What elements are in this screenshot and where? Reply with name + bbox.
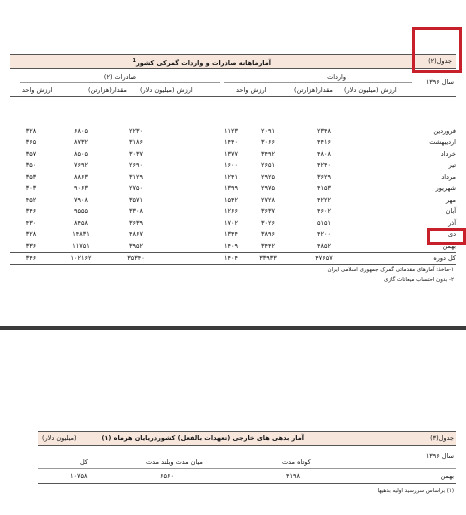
- highlight-box-bahman: [427, 228, 466, 245]
- cell-imp-unit: ۱۲۴۱: [224, 172, 238, 181]
- spacer-cell: [162, 194, 224, 206]
- highlight-box-tag: [412, 27, 462, 73]
- row-month: آبان: [445, 207, 456, 216]
- cell-imp-qty: ۳۸۹۶: [261, 230, 275, 239]
- spacer-cell: [350, 194, 412, 206]
- table2-tag: جدول(۳): [430, 434, 454, 442]
- cell-exp-unit: ۳۵۷: [25, 149, 37, 158]
- cell-exp-unit: ۴۳۰: [25, 218, 37, 227]
- cell-imp-value: ۳۶۲۹: [317, 172, 331, 181]
- cell-exp-value: ۳۵۳۴۰: [110, 252, 162, 265]
- table-row: [10, 240, 456, 252]
- table2-col-long: میان مدت وبلند مدت: [146, 458, 203, 466]
- cell-exp-unit: ۳۵۳: [25, 172, 37, 181]
- cell-imp-qty: ۲۶۵۱: [261, 161, 275, 170]
- spacer-cell: [162, 240, 224, 252]
- cell-imp-qty: ۲۰۹۱: [261, 126, 275, 135]
- cell-exp-value: ۲۲۳۰: [129, 126, 143, 135]
- cell-exp-value: ۳۳۰۸: [129, 207, 143, 216]
- row-month: مرداد: [441, 172, 456, 181]
- cell-exp-unit: ۳۲۸: [25, 230, 37, 239]
- total-row: [10, 252, 456, 265]
- cell-exp-qty: ۹۵۵۵: [74, 207, 88, 216]
- cell-imp-value: ۴۸۰۸: [317, 149, 331, 158]
- cell-imp-qty: ۳۰۲۶: [261, 218, 275, 227]
- table2-row-month: بهمن: [440, 472, 454, 480]
- spacer-cell: [162, 171, 224, 183]
- cell-exp-qty: ۹۰۶۳: [74, 184, 88, 193]
- table-row: [10, 148, 456, 160]
- table-row: [10, 194, 456, 206]
- table-row: [10, 171, 456, 183]
- row-month: تیر: [448, 161, 456, 170]
- spacer-cell: [162, 206, 224, 218]
- cell-imp-unit: ۱۵۴۲: [224, 195, 238, 204]
- cell-exp-unit: ۳۳۶: [25, 241, 37, 250]
- table-row: [10, 183, 456, 195]
- cell-exp-qty: ۶۸۰۵: [74, 126, 88, 135]
- table2-row-long: ۶۵۶۰: [160, 472, 174, 480]
- table1-note-2: ۲- بدون احتساب میعانات گازی: [384, 277, 454, 283]
- exports-group-line: [20, 82, 220, 83]
- spacer-cell: [350, 252, 412, 265]
- table-row: [10, 137, 456, 149]
- cell-imp-unit: ۱۳۹۹: [224, 184, 238, 193]
- imports-label: واردات: [327, 73, 346, 81]
- spacer-cell: [162, 183, 224, 195]
- spacer-cell: [350, 229, 412, 241]
- cell-exp-unit: ۴۵۲: [25, 195, 37, 204]
- cell-exp-value: ۳۹۵۲: [129, 241, 143, 250]
- table2-title: آمار بدهی های خارجی (تعهدات بالفعل) کشوردریایان هرماه (۱): [101, 434, 304, 442]
- cell-exp-qty: ۸۴۵۸: [74, 218, 88, 227]
- table-row: [10, 229, 456, 241]
- cell-exp-value: ۳۰۳۷: [129, 149, 143, 158]
- cell-exp-qty: ۸۸۶۳: [74, 172, 88, 181]
- cell-exp-unit: ۳۴۶: [25, 207, 37, 216]
- cell-imp-qty: ۲۷۲۸: [261, 195, 275, 204]
- spacer-cell: [350, 206, 412, 218]
- row-month: آذر: [448, 218, 456, 227]
- cell-imp-value: ۴۲۰۰: [317, 230, 331, 239]
- cell-imp-unit: ۱۴۴۰: [224, 138, 238, 147]
- cell-exp-value: ۳۶۳۹: [129, 218, 143, 227]
- spacer-cell: [350, 217, 412, 229]
- table-row: [10, 125, 456, 137]
- cell-imp-value: ۴۲۴۰: [317, 161, 331, 170]
- table2-header-bottom-line: [38, 445, 456, 446]
- row-month: خرداد: [440, 149, 456, 158]
- table-row: [10, 206, 456, 218]
- spacer-cell: [162, 217, 224, 229]
- table2-top-line: [38, 431, 456, 432]
- cell-imp-qty: ۲۹۷۵: [261, 184, 275, 193]
- spacer-cell: [350, 137, 412, 149]
- spacer-cell: [350, 148, 412, 160]
- cell-exp-qty: ۸۷۳۲: [74, 138, 88, 147]
- cell-imp-value: ۴۶۰۲: [317, 207, 331, 216]
- table1-colhead-line: [10, 96, 456, 97]
- table1-title: [133, 57, 271, 67]
- spacer-cell: [162, 160, 224, 172]
- table1-year-label: سال ۱۳۹۶: [425, 78, 454, 86]
- page-divider: [0, 326, 466, 330]
- spacer-cell: [350, 171, 412, 183]
- table1-top-line: [10, 54, 456, 55]
- table2-row-short: ۴۱۹۸: [286, 472, 300, 480]
- cell-exp-value: ۳۱۸۶: [129, 138, 143, 147]
- imp-col-qty: مقدار(هزارتن): [294, 86, 333, 94]
- cell-imp-unit: ۱۱۲۳: [224, 126, 238, 135]
- cell-exp-qty: ۸۵۰۵: [74, 149, 88, 158]
- spacer-cell: [162, 229, 224, 241]
- cell-imp-value: ۵۱۵۱: [317, 218, 331, 227]
- imports-group-line: [224, 82, 412, 83]
- table1-tag: جدول(۲): [428, 57, 452, 65]
- exp-col-unit: ارزش واحد: [22, 86, 53, 94]
- cell-exp-qty: ۱۴۸۳۱: [72, 230, 90, 239]
- table-row: [10, 217, 456, 229]
- cell-imp-unit: ۱۴۰۹: [224, 241, 238, 250]
- row-month: شهریور: [435, 184, 456, 193]
- row-month: فروردین: [433, 126, 456, 135]
- cell-imp-value: ۲۳۴۸: [317, 126, 331, 135]
- table1-title-note: 1: [132, 58, 136, 64]
- cell-imp-qty: ۲۹۲۵: [261, 172, 275, 181]
- table1-header-bottom-line: [10, 68, 456, 69]
- exports-label: صادرات (۲): [103, 73, 136, 81]
- table2-year-label: سال ۱۳۹۶: [425, 452, 454, 460]
- cell-imp-value: ۴۲۲۲: [317, 195, 331, 204]
- imp-col-unit: ارزش واحد: [236, 86, 267, 94]
- cell-imp-value: ۴۸۵۲: [317, 241, 331, 250]
- row-month: اردیبهشت: [429, 138, 456, 147]
- cell-imp-qty: ۳۳۹۳۳: [238, 252, 298, 265]
- cell-imp-unit: ۱۲۶۶: [224, 207, 238, 216]
- row-month: مهر: [445, 195, 456, 204]
- cell-imp-qty: ۳۴۴۲: [261, 241, 275, 250]
- imp-col-value: ارزش (میلیون دلار): [344, 86, 397, 94]
- table2-bottom-line: [38, 483, 456, 484]
- cell-exp-value: ۲۶۹۰: [129, 161, 143, 170]
- cell-imp-unit: ۱۴۰۴: [224, 252, 238, 265]
- table2-col-total: کل: [80, 458, 89, 466]
- cell-imp-value: ۴۷۶۵۷: [298, 252, 350, 265]
- spacer-cell: [350, 240, 412, 252]
- table1-body: [10, 125, 456, 265]
- cell-exp-qty: ۱۱۷۵۱: [72, 241, 90, 250]
- cell-exp-value: ۳۱۲۹: [129, 172, 143, 181]
- table2-row-total: ۱۰۷۵۸: [70, 472, 88, 480]
- exp-col-qty: مقدار(هزارتن): [88, 86, 127, 94]
- table-row: [10, 160, 456, 172]
- cell-imp-unit: ۱۳۷۷: [224, 149, 238, 158]
- row-month: دی: [448, 230, 456, 239]
- spacer-cell: [350, 183, 412, 195]
- cell-imp-value: ۴۱۵۳: [317, 184, 331, 193]
- cell-exp-unit: ۳۶۵: [25, 138, 37, 147]
- table2-colhead-line: [38, 468, 456, 469]
- spacer-cell: [162, 137, 224, 149]
- cell-exp-unit: ۳۲۸: [25, 126, 37, 135]
- table2-col-short: کوتاه مدت: [282, 458, 311, 466]
- cell-exp-value: ۴۸۶۷: [129, 230, 143, 239]
- cell-exp-unit: ۳۴۶: [10, 252, 52, 265]
- cell-imp-unit: ۱۳۴۴: [224, 230, 238, 239]
- spacer-cell: [350, 125, 412, 137]
- cell-imp-qty: ۳۶۳۷: [261, 207, 275, 216]
- table2-note: (۱) براساس سررسید اولیه بدهیها: [377, 488, 454, 494]
- cell-imp-value: ۴۴۱۶: [317, 138, 331, 147]
- table1-title-text: آمارماهانه صادرات و واردات گمرکی کشور: [136, 59, 271, 68]
- table2-unit: (میلیون دلار): [42, 434, 77, 442]
- spacer-cell: [162, 252, 224, 265]
- row-month: بهمن: [442, 241, 456, 250]
- cell-exp-value: ۲۷۵۰: [129, 184, 143, 193]
- spacer-cell: [162, 125, 224, 137]
- cell-exp-qty: ۱۰۲۱۶۲: [52, 252, 110, 265]
- cell-exp-value: ۳۵۷۱: [129, 195, 143, 204]
- cell-exp-unit: ۳۰۳: [25, 184, 37, 193]
- table1-note-1: ۱-ماخذ: آمارهای مقدماتی گمرک جمهوری اسلامی ایران: [327, 267, 454, 273]
- exp-col-value: ارزش (میلیون دلار): [140, 86, 193, 94]
- cell-imp-unit: ۱۶۰۰: [224, 161, 238, 170]
- spacer-cell: [162, 148, 224, 160]
- cell-exp-unit: ۳۵۰: [25, 161, 37, 170]
- spacer-cell: [350, 160, 412, 172]
- cell-imp-unit: ۱۷۰۲: [224, 218, 238, 227]
- cell-exp-qty: ۷۶۹۲: [74, 161, 88, 170]
- cell-exp-qty: ۷۹۰۸: [74, 195, 88, 204]
- row-month: کل دوره: [412, 252, 456, 265]
- cell-imp-qty: ۳۰۶۶: [261, 138, 275, 147]
- cell-imp-qty: ۳۴۹۲: [261, 149, 275, 158]
